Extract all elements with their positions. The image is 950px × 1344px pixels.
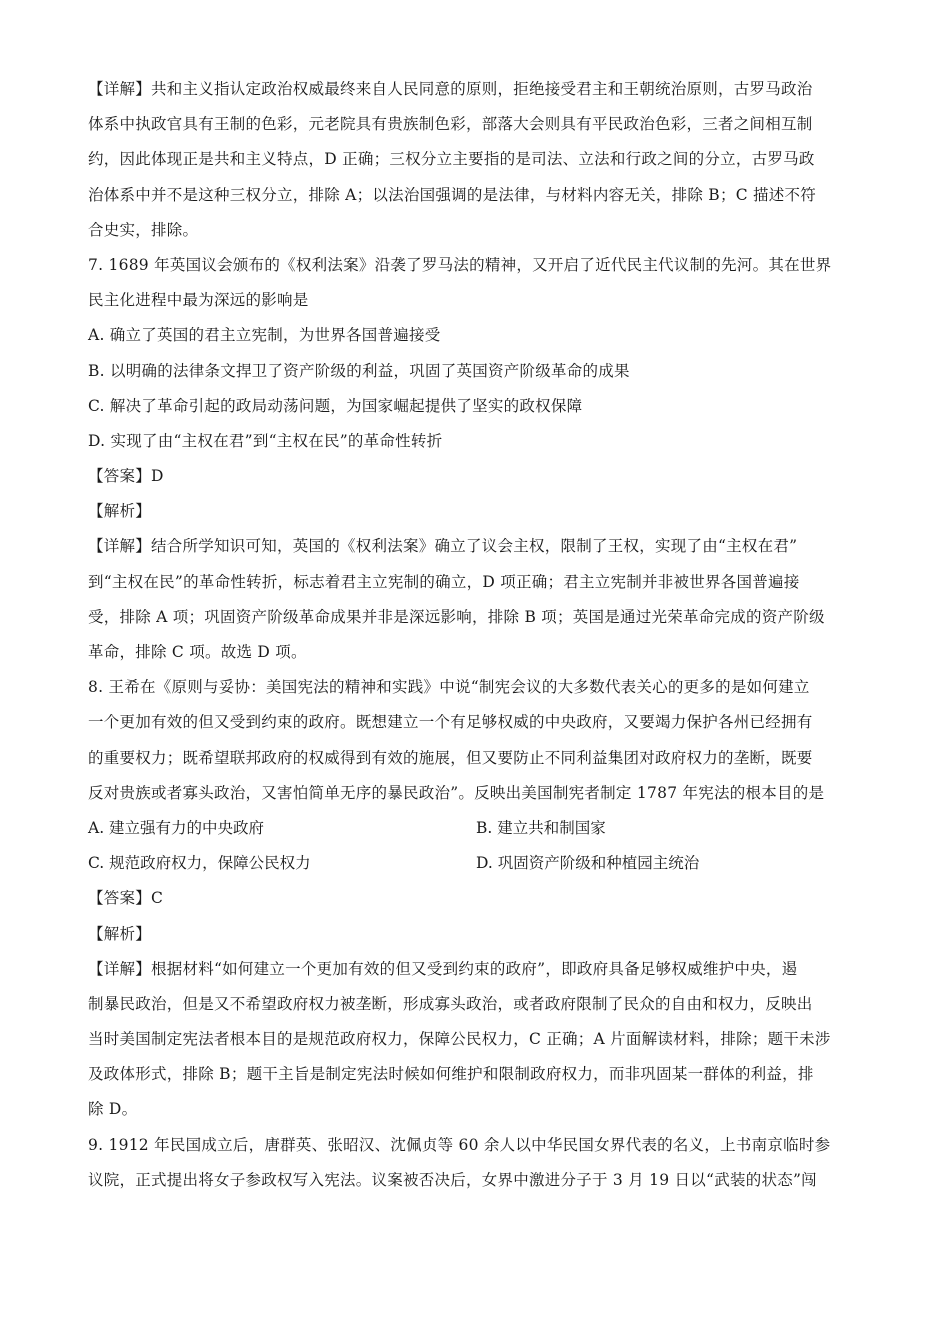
line-01: 【详解】共和主义指认定政治权威最终来自人民同意的原则，拒绝接受君主和王朝统治原则，古罗马政治 — [88, 80, 813, 98]
q8-option-d: D. 巩固资产阶级和种植园主统治 — [476, 854, 700, 873]
q7-detail-line-2: 到“主权在民”的革命性转折，标志着君主立宪制的确立，D 项正确；君主立宪制并非被世界各国普遍接 — [88, 572, 800, 591]
q7-answer: 【答案】D — [88, 467, 164, 486]
line-03: 约，因此体现正是共和主义特点，D 正确；三权分立主要指的是司法、立法和行政之间的分立，古罗马政 — [88, 150, 815, 169]
q7-detail-line-4: 革命，排除 C 项。故选 D 项。 — [88, 643, 307, 661]
q8-detail-line-2: 制暴民政治，但是又不希望政府权力被垄断，形成寡头政治，或者政府限制了民众的自由和权力，反映出 — [88, 994, 813, 1013]
question-9-line-1: 9. 1912 年民国成立后，唐群英、张昭汉、沈佩贞等 60 余人以中华民国女界代表的名义，上书南京临时参 — [88, 1135, 831, 1154]
question-8-line-2: 一个更加有效的但又受到约束的政府。既想建立一个有足够权威的中央政府，又要竭力保护各州已经拥有 — [88, 713, 813, 732]
question-7-line-2: 民主化进程中最为深远的影响是 — [88, 291, 309, 310]
question-8-line-3: 的重要权力；既希望联邦政府的权威得到有效的施展，但又要防止不同利益集团对政府权力的垄断，既要 — [88, 748, 813, 767]
line-02: 体系中执政官具有王制的色彩，元老院具有贵族制色彩，部落大会则具有平民政治色彩，三者之间相互制 — [88, 115, 813, 134]
q7-option-a: A. 确立了英国的君主立宪制，为世界各国普遍接受 — [88, 326, 441, 345]
q7-option-c: C. 解决了革命引起的政局动荡问题，为国家崛起提供了坚实的政权保障 — [88, 396, 583, 415]
q7-option-d: D. 实现了由“主权在君”到“主权在民”的革命性转折 — [88, 431, 443, 450]
q8-detail-line-5: 除 D。 — [88, 1100, 138, 1119]
q8-options-row-2 — [88, 846, 864, 881]
line-04: 治体系中并不是这种三权分立，排除 A；以法治国强调的是法律，与材料内容无关，排除 B；C 描述不符 — [88, 185, 816, 204]
q8-option-b: B. 建立共和制国家 — [476, 818, 606, 837]
question-8-line-1: 8. 王希在《原则与妥协：美国宪法的精神和实践》中说“制宪会议的大多数代表关心的更多的是如何建立 — [88, 678, 810, 697]
q8-detail-line-1: 【详解】根据材料“如何建立一个更加有效的但又受到约束的政府”，即政府具备足够权威维护中央，遏 — [88, 959, 798, 978]
q7-detail-line-3: 受，排除 A 项；巩固资产阶级革命成果并非是深远影响，排除 B 项；英国是通过光荣革命完成的资产阶级 — [88, 607, 825, 626]
q7-detail-line-1: 【详解】结合所学知识可知，英国的《权利法案》确立了议会主权，限制了王权，实现了由“主权在君” — [88, 537, 798, 556]
q8-option-a: A. 建立强有力的中央政府 — [88, 818, 265, 837]
q8-option-c: C. 规范政府权力，保障公民权力 — [88, 854, 311, 873]
question-9-line-2: 议院，正式提出将女子参政权写入宪法。议案被否决后，女界中激进分子于 3 月 19 日以“武装的状态”闯 — [88, 1170, 817, 1189]
q8-detail-line-3: 当时美国制定宪法者根本目的是规范政府权力，保障公民权力，C 正确；A 片面解读材料，排除；题干未涉 — [88, 1030, 831, 1049]
q8-detail-line-4: 及政体形式，排除 B；题干主旨是制定宪法时候如何维护和限制政府权力，而非巩固某一群体的利益，排 — [88, 1065, 814, 1084]
q8-analysis-label: 【解析】 — [88, 924, 152, 943]
q7-analysis-label: 【解析】 — [88, 502, 152, 521]
q8-options-row-1 — [88, 811, 864, 846]
q7-option-b: B. 以明确的法律条文捍卫了资产阶级的利益，巩固了英国资产阶级革命的成果 — [88, 361, 630, 380]
question-8-line-4: 反对贵族或者寡头政治，又害怕简单无序的暴民政治”。反映出美国制宪者制定 1787 年宪法的根本目的是 — [88, 783, 825, 802]
question-7-line-1: 7. 1689 年英国议会颁布的《权利法案》沿袭了罗马法的精神，又开启了近代民主代议制的先河。其在世界 — [88, 255, 832, 274]
document-page — [88, 72, 864, 1198]
line-05: 合史实，排除。 — [88, 220, 199, 239]
q8-answer: 【答案】C — [88, 889, 164, 908]
